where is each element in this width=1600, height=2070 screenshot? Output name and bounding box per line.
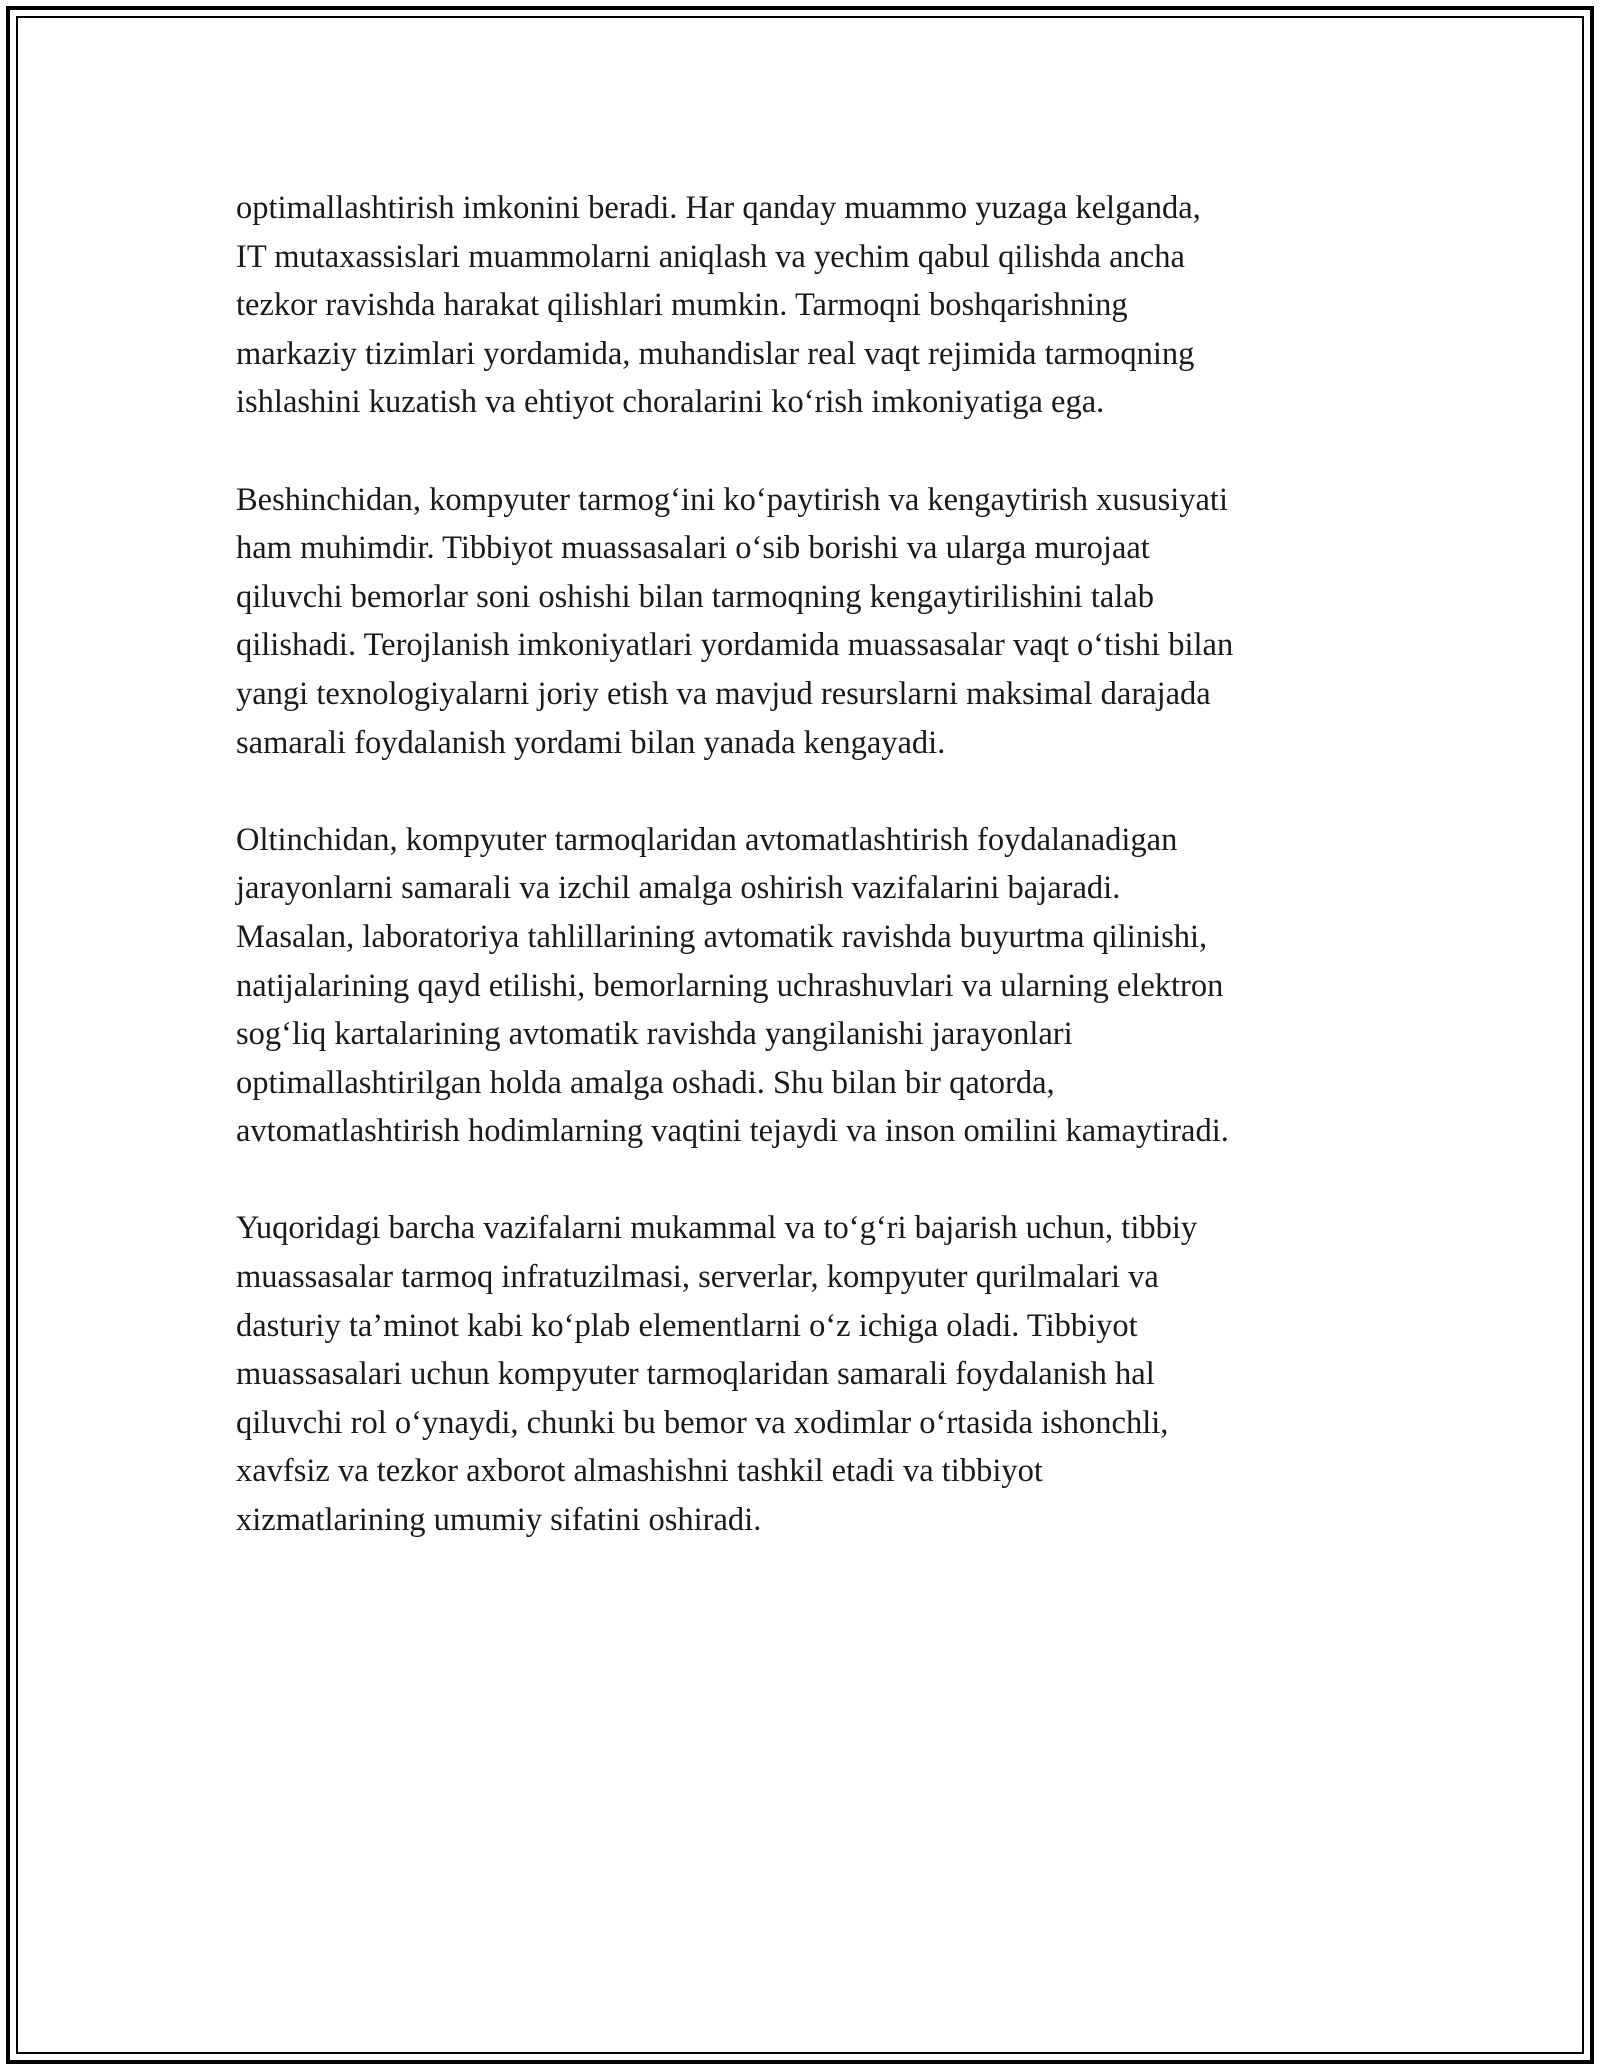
text-line: ham muhimdir. Tibbiyot muassasalari o‘sib borishi va ularga murojaat bbox=[236, 530, 1150, 567]
text-line: yangi texnologiyalarni joriy etish va mavjud resurslarni maksimal darajada bbox=[236, 675, 1211, 712]
text-line: muassasalari uchun kompyuter tarmoqlaridan samarali foydalanish hal bbox=[236, 1356, 1155, 1393]
text-line: Masalan, laboratoriya tahlillarining avtomatik ravishda buyurtma qilinishi, bbox=[236, 918, 1208, 955]
text-line: Oltinchidan, kompyuter tarmoqlaridan avtomatlashtirish foydalanadigan bbox=[236, 821, 1178, 858]
text-line: IT mutaxassislari muammolarni aniqlash va yechim qabul qilishda ancha bbox=[236, 238, 1185, 275]
text-line: ishlashini kuzatish va ehtiyot choralarini ko‘rish imkoniyatiga ega. bbox=[236, 384, 1105, 421]
text-line: sog‘liq kartalarining avtomatik ravishda yangilanishi jarayonlari bbox=[236, 1016, 1073, 1053]
text-line: Beshinchidan, kompyuter tarmog‘ini ko‘paytirish va kengaytirish xususiyati bbox=[236, 481, 1228, 518]
text-line: xavfsiz va tezkor axborot almashishni tashkil etadi va tibbiyot bbox=[236, 1453, 1043, 1490]
document-body bbox=[236, 184, 1396, 1593]
text-line: optimallashtirish imkonini beradi. Har qanday muammo yuzaga kelganda, bbox=[236, 190, 1201, 226]
text-line: tezkor ravishda harakat qilishlari mumkin. Tarmoqni boshqarishning bbox=[236, 287, 1128, 324]
text-line: samarali foydalanish yordami bilan yanada kengayadi. bbox=[236, 724, 946, 761]
text-line: qiluvchi bemorlar soni oshishi bilan tarmoqning kengaytirilishini talab bbox=[236, 578, 1154, 615]
paragraph bbox=[236, 476, 1396, 768]
text-line: natijalarining qayd etilishi, bemorlarning uchrashuvlari va ularning elektron bbox=[236, 967, 1224, 1004]
text-line: qilishadi. Terojlanish imkoniyatlari yordamida muassasalar vaqt o‘tishi bilan bbox=[236, 627, 1234, 664]
text-line: qiluvchi rol o‘ynaydi, chunki bu bemor va xodimlar o‘rtasida ishonchli, bbox=[236, 1404, 1169, 1441]
paragraph bbox=[236, 1204, 1396, 1544]
text-line: optimallashtirilgan holda amalga oshadi. Shu bilan bir qatorda, bbox=[236, 1064, 1055, 1101]
text-line: xizmatlarining umumiy sifatini oshiradi. bbox=[236, 1502, 762, 1539]
text-line: muassasalar tarmoq infratuzilmasi, serverlar, kompyuter qurilmalari va bbox=[236, 1259, 1159, 1296]
text-line: jarayonlarni samarali va izchil amalga oshirish vazifalarini bajaradi. bbox=[236, 870, 1121, 907]
text-line: dasturiy ta’minot kabi ko‘plab elementlarni o‘z ichiga oladi. Tibbiyot bbox=[236, 1307, 1138, 1344]
paragraph bbox=[236, 184, 1396, 427]
text-line: markaziy tizimlari yordamida, muhandislar real vaqt rejimida tarmoqning bbox=[236, 335, 1195, 372]
text-line: Yuqoridagi barcha vazifalarni mukammal va to‘g‘ri bajarish uchun, tibbiy bbox=[236, 1210, 1198, 1247]
text-line: avtomatlashtirish hodimlarning vaqtini tejaydi va inson omilini kamaytiradi. bbox=[236, 1113, 1229, 1150]
paragraph bbox=[236, 816, 1396, 1156]
